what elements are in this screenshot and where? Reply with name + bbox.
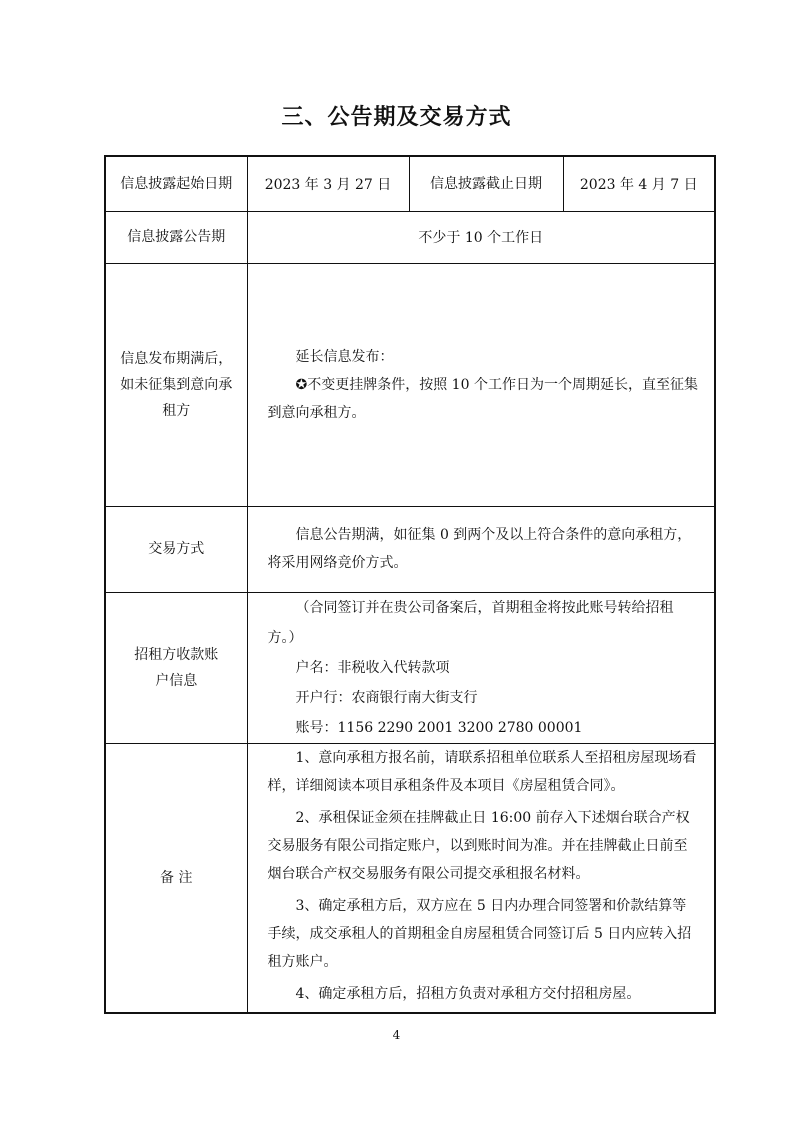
page-title: 三、公告期及交易方式 [281, 105, 512, 130]
account-label: 招租方收款账户信息 [105, 592, 247, 743]
trade-method-cell [247, 506, 715, 592]
announcement-period-label: 信息披露公告期 [105, 211, 247, 263]
disclosure-end-value: 2023 年 4 月 7 日 [563, 156, 715, 211]
remark-item: 2、承租保证金须在挂牌截止日 16:00 前存入下述烟台联合产权交易服务有限公司指定账户，以到账时间为准。并在挂牌截止日前至烟台联合产权交易服务有限公司提交承租报名材料。 [267, 809, 690, 882]
table-row [105, 506, 715, 592]
announcement-table [104, 155, 716, 1014]
remark-item: 1、意向承租方报名前，请联系招租单位联系人至招租房屋现场看样，详细阅读本项目承租条件及本项目《房屋租赁合同》。 [267, 749, 697, 794]
table-row [105, 592, 715, 743]
disclosure-start-value: 2023 年 3 月 27 日 [247, 156, 409, 211]
account-bank: 开户行：农商银行南大街支行 [295, 689, 478, 706]
account-number: 账号：1156 2290 2001 3200 2780 00001 [295, 719, 583, 736]
extension-rule: ✪不变更挂牌条件，按照 10 个工作日为一个周期延长，直至征集到意向承租方。 [267, 376, 698, 421]
remarks-label: 备 注 [105, 743, 247, 1013]
trade-method-label: 交易方式 [105, 506, 247, 592]
no-tenant-label: 信息发布期满后，如未征集到意向承租方 [105, 263, 247, 506]
account-name: 户名：非税收入代转款项 [295, 659, 450, 676]
announcement-period-value: 不少于 10 个工作日 [247, 211, 715, 263]
account-note: （合同签订并在贵公司备案后，首期租金将按此账号转给招租方。） [267, 599, 674, 646]
disclosure-start-label: 信息披露起始日期 [105, 156, 247, 211]
table-row [105, 743, 715, 1013]
trade-method-text: 信息公告期满，如征集 0 到两个及以上符合条件的意向承租方，将采用网络竞价方式。 [267, 527, 692, 571]
remark-item: 3、确定承租方后，双方应在 5 日内办理合同签署和价款结算等手续，成交承租人的首期租金自房屋租赁合同签订后 5 日内应转入招租方账户。 [267, 897, 692, 970]
disclosure-end-label: 信息披露截止日期 [409, 156, 563, 211]
account-cell [247, 592, 715, 743]
extension-heading: 延长信息发布： [295, 348, 394, 365]
no-tenant-cell [247, 263, 715, 506]
remarks-cell [247, 743, 715, 1013]
remark-item: 4、确定承租方后，招租方负责对承租方交付招租房屋。 [295, 985, 641, 1002]
table-row [105, 211, 715, 263]
table-row [105, 263, 715, 506]
page-number: 4 [392, 1028, 401, 1042]
table-row [105, 156, 715, 211]
